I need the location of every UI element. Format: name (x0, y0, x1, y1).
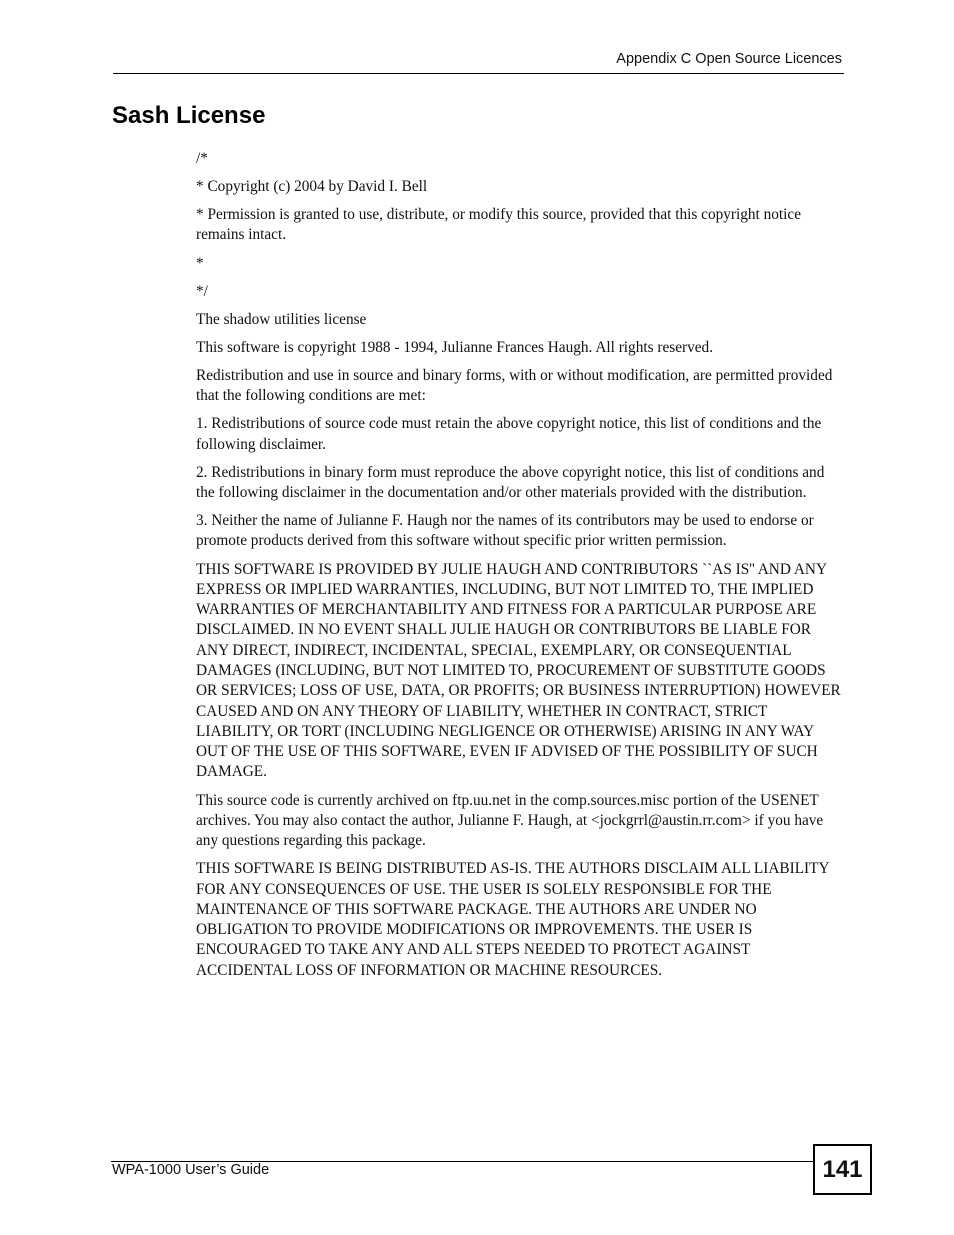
license-paragraph: THIS SOFTWARE IS PROVIDED BY JULIE HAUGH AND CONTRIBUTORS ``AS IS'' AND ANY EXPRESS OR IMPLIED WARRANTIES, INCLUDING, BUT NOT LIMITED TO, THE IMPLIED WARRANTIES OF MERCHANTABILITY AND FITNESS FOR A PARTICULAR PURPOSE ARE DISCLAIMED. IN NO EVENT SHALL JULIE HAUGH OR CONTRIBUTORS BE LIABLE FOR ANY DIRECT, INDIRECT, INCIDENTAL, SPECIAL, EXEMPLARY, OR CONSEQUENTIAL DAMAGES (INCLUDING, BUT NOT LIMITED TO, PROCUREMENT OF SUBSTITUTE GOODS OR SERVICES; LOSS OF USE, DATA, OR PROFITS; OR BUSINESS INTERRUPTION) HOWEVER CAUSED AND ON ANY THEORY OF LIABILITY, WHETHER IN CONTRACT, STRICT LIABILITY, OR TORT (INCLUDING NEGLIGENCE OR OTHERWISE) ARISING IN ANY WAY OUT OF THE USE OF THIS SOFTWARE, EVEN IF ADVISED OF THE POSSIBILITY OF SUCH DAMAGE. (196, 560, 841, 781)
license-paragraph: 2. Redistributions in binary form must reproduce the above copyright notice, this list of conditions and the following disclaimer in the documentation and/or other materials provided with the distribution. (196, 463, 825, 502)
license-paragraph: Redistribution and use in source and binary forms, with or without modification, are permitted provided that the following conditions are met: (196, 366, 833, 405)
license-paragraph: The shadow utilities license (196, 310, 367, 328)
running-header: Appendix C Open Source Licences (616, 51, 842, 67)
page-number: 141 (813, 1144, 872, 1195)
license-paragraph: */ (196, 282, 208, 300)
license-paragraph: /* (196, 150, 208, 167)
guide-title: WPA-1000 User’s Guide (112, 1162, 270, 1178)
license-body (196, 149, 844, 989)
license-paragraph: THIS SOFTWARE IS BEING DISTRIBUTED AS-IS. THE AUTHORS DISCLAIM ALL LIABILITY FOR ANY CONSEQUENCES OF USE. THE USER IS SOLELY RESPONSIBLE FOR THE MAINTENANCE OF THIS SOFTWARE PACKAGE. THE AUTHORS ARE UNDER NO OBLIGATION TO PROVIDE MODIFICATIONS OR IMPROVEMENTS. THE USER IS ENCOURAGED TO TAKE ANY AND ALL STEPS NEEDED TO PROTECT AGAINST ACCIDENTAL LOSS OF INFORMATION OR MACHINE RESOURCES. (196, 860, 829, 979)
page-title: Sash License (112, 102, 266, 129)
license-paragraph: * Copyright (c) 2004 by David I. Bell (196, 178, 428, 196)
license-paragraph: This software is copyright 1988 - 1994, Julianne Frances Haugh. All rights reserved. (196, 338, 714, 356)
license-paragraph: 1. Redistributions of source code must retain the above copyright notice, this list of conditions and the following disclaimer. (196, 415, 822, 453)
license-paragraph: 3. Neither the name of Julianne F. Haugh nor the names of its contributors may be used to endorse or promote products derived from this software without specific prior written permission. (196, 512, 814, 550)
license-paragraph: * (196, 254, 204, 272)
header-divider (113, 73, 844, 74)
license-paragraph: * Permission is granted to use, distribute, or modify this source, provided that this copyright notice remains intact. (196, 206, 801, 244)
license-paragraph: This source code is currently archived on ftp.uu.net in the comp.sources.misc portion of the USENET archives. You may also contact the author, Julianne F. Haugh, at <jockgrrl@austin.rr.com> if you have any questions regarding this package. (196, 791, 824, 850)
